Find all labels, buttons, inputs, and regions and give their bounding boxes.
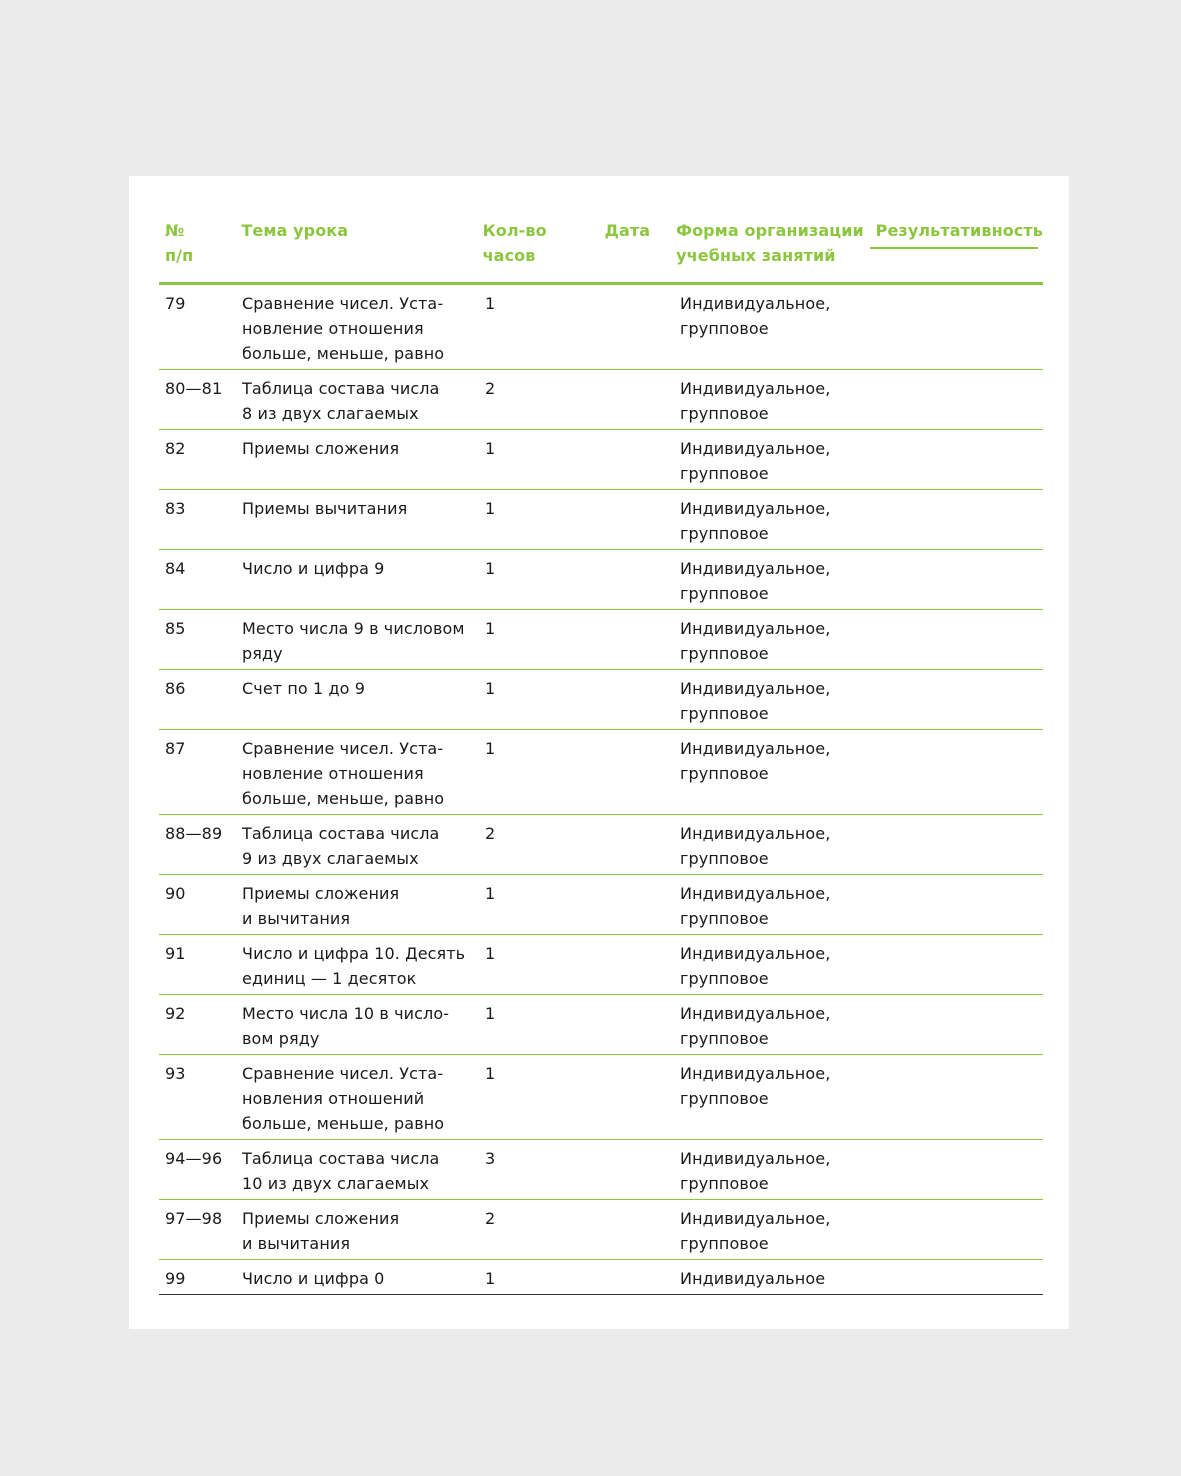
row-hours: 1 [485,294,496,313]
row-topic: Приемы сложения и вычитания [242,1209,400,1253]
row-date [608,1140,680,1199]
row-form: Индивидуальное, групповое [680,1149,831,1193]
header-result-label: Результативность [875,221,1043,240]
row-date [608,670,680,729]
row-topic: Приемы сложения [242,439,400,458]
row-date [608,285,680,369]
row-result [875,430,1043,489]
table-row [159,1055,1043,1140]
document-page [129,176,1069,1329]
row-hours: 1 [485,1004,496,1023]
row-hours: 2 [485,379,496,398]
row-date [608,610,680,669]
row-date [608,995,680,1054]
row-hours: 1 [485,884,496,903]
row-num: 91 [165,944,186,963]
table-row [159,995,1043,1055]
table-row [159,610,1043,670]
row-form: Индивидуальное, групповое [680,619,831,663]
row-num: 90 [165,884,186,903]
row-result [875,875,1043,934]
row-date [608,730,680,814]
row-date [608,430,680,489]
row-hours: 1 [485,619,496,638]
row-result [875,285,1043,369]
row-date [608,1200,680,1259]
table-header [159,216,1043,285]
row-form: Индивидуальное, групповое [680,824,831,868]
table-row [159,670,1043,730]
row-date [608,550,680,609]
row-date [608,935,680,994]
row-form: Индивидуальное, групповое [680,1209,831,1253]
table-row [159,935,1043,995]
row-num: 87 [165,739,186,758]
row-result [875,670,1043,729]
row-num: 82 [165,439,186,458]
header-date: Дата [604,221,651,240]
row-hours: 1 [485,1269,496,1288]
header-hours: Кол-во часов [482,221,547,265]
row-form: Индивидуальное, групповое [680,559,831,603]
header-result-underline [870,247,1038,249]
row-num: 84 [165,559,186,578]
table-row [159,1260,1043,1295]
row-date [608,1055,680,1139]
row-form: Индивидуальное, групповое [680,439,831,483]
row-hours: 3 [485,1149,496,1168]
table-row [159,370,1043,430]
row-form: Индивидуальное, групповое [680,379,831,423]
row-hours: 2 [485,824,496,843]
row-num: 99 [165,1269,186,1288]
row-num: 93 [165,1064,186,1083]
row-result [875,1055,1043,1139]
row-topic: Число и цифра 0 [242,1269,385,1288]
table-row [159,1200,1043,1260]
row-topic: Сравнение чисел. Уста- новление отношения больше, меньше, равно [242,294,445,363]
table-row [159,875,1043,935]
table-row [159,285,1043,370]
row-date [608,875,680,934]
row-result [875,490,1043,549]
row-num: 86 [165,679,186,698]
row-topic: Число и цифра 9 [242,559,385,578]
row-form: Индивидуальное, групповое [680,1004,831,1048]
header-result [870,216,1043,282]
row-result [875,935,1043,994]
row-form: Индивидуальное, групповое [680,1064,831,1108]
row-hours: 2 [485,1209,496,1228]
row-num: 83 [165,499,186,518]
row-topic: Счет по 1 до 9 [242,679,365,698]
row-hours: 1 [485,944,496,963]
table-row [159,430,1043,490]
row-result [875,1140,1043,1199]
row-topic: Приемы вычитания [242,499,408,518]
row-form: Индивидуальное, групповое [680,884,831,928]
row-form: Индивидуальное, групповое [680,944,831,988]
row-result [875,550,1043,609]
row-result [875,1200,1043,1259]
row-result [875,730,1043,814]
row-hours: 1 [485,739,496,758]
row-date [608,815,680,874]
table-row [159,815,1043,875]
row-result [875,995,1043,1054]
row-num: 94—96 [165,1149,223,1168]
row-num: 88—89 [165,824,223,843]
header-form: Форма организации учебных занятий [676,221,864,265]
row-topic: Таблица состава числа 9 из двух слагаемых [242,824,440,868]
row-topic: Сравнение чисел. Уста- новление отношения больше, меньше, равно [242,739,445,808]
row-hours: 1 [485,439,496,458]
row-topic: Сравнение чисел. Уста- новления отношений больше, меньше, равно [242,1064,445,1133]
row-num: 97—98 [165,1209,223,1228]
row-topic: Место числа 9 в числовом ряду [242,619,465,663]
row-topic: Таблица состава числа 10 из двух слагаемых [242,1149,440,1193]
row-date [608,1260,680,1294]
lesson-plan-table [159,216,1043,1295]
row-result [875,610,1043,669]
row-num: 80—81 [165,379,223,398]
row-result [875,370,1043,429]
row-form: Индивидуальное [680,1269,826,1288]
row-topic: Число и цифра 10. Десять единиц — 1 десяток [242,944,466,988]
header-num: № п/п [165,221,194,265]
row-result [875,1260,1043,1294]
row-form: Индивидуальное, групповое [680,679,831,723]
row-hours: 1 [485,679,496,698]
row-num: 79 [165,294,186,313]
row-num: 85 [165,619,186,638]
row-form: Индивидуальное, групповое [680,739,831,783]
row-result [875,815,1043,874]
table-row [159,1140,1043,1200]
row-hours: 1 [485,559,496,578]
row-form: Индивидуальное, групповое [680,499,831,543]
row-hours: 1 [485,1064,496,1083]
row-topic: Таблица состава числа 8 из двух слагаемых [242,379,440,423]
row-date [608,370,680,429]
row-date [608,490,680,549]
row-form: Индивидуальное, групповое [680,294,831,338]
row-num: 92 [165,1004,186,1023]
header-topic: Тема урока [241,221,349,240]
row-topic: Приемы сложения и вычитания [242,884,400,928]
row-hours: 1 [485,499,496,518]
row-topic: Место числа 10 в число- вом ряду [242,1004,450,1048]
table-row [159,730,1043,815]
table-row [159,550,1043,610]
table-row [159,490,1043,550]
